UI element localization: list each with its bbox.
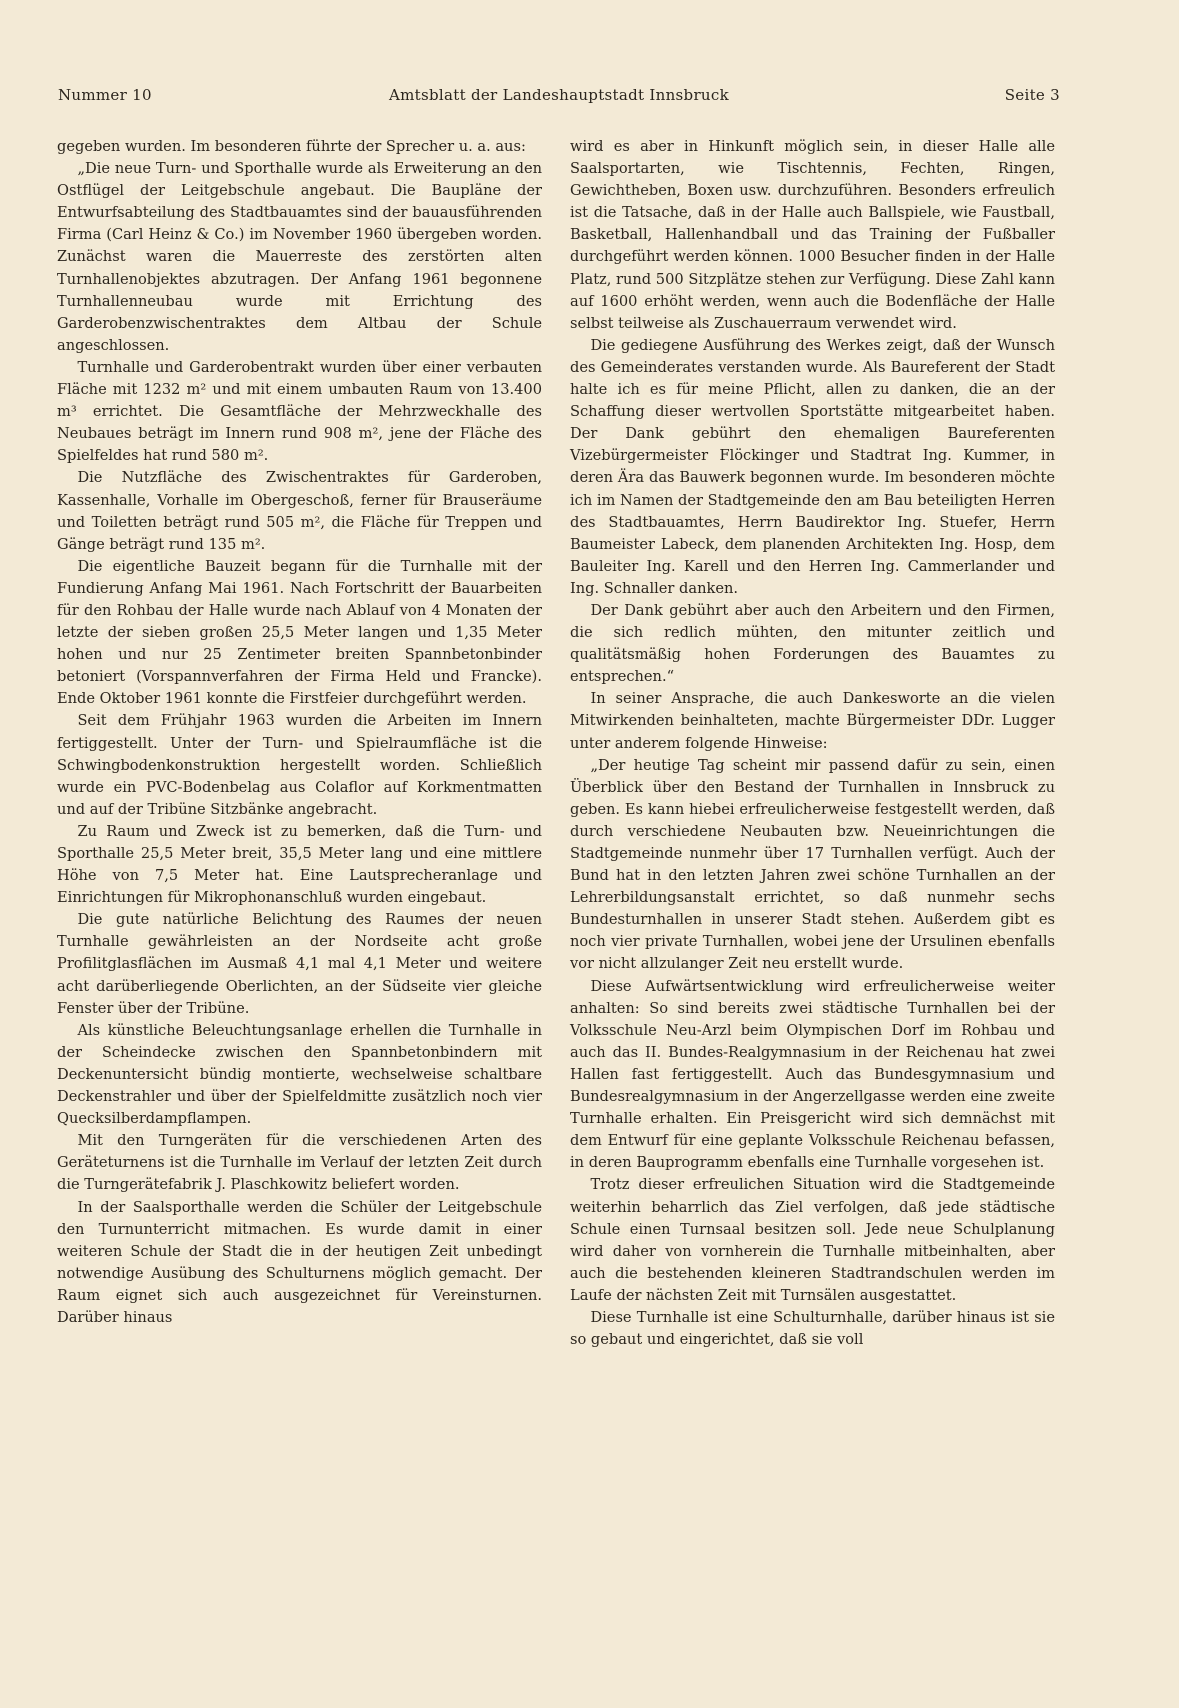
paragraph: Diese Turnhalle ist eine Schulturnhalle, darüber hinaus ist sie so gebaut und eingerichtet, daß sie voll — [570, 1308, 1055, 1349]
paragraph: Die gediegene Ausführung des Werkes zeigt, daß der Wunsch des Gemeinderates verstanden wurde. Als Baureferent der Stadt halte ich es für meine Pflicht, allen zu danken, die an der Schaffung dieser wertvollen Sportstätte mitgearbeitet haben. Der Dank gebührt den ehemaligen Baureferenten Vizebürgermeister Flöckinger und Stadtrat Ing. Kummer, in deren Ära das Bauwerk begonnen wurde. Im besonderen möchte ich im Namen der Stadtgemeinde den am Bau beteiligten Herren des Stadtbauamtes, Herrn Baudirektor Ing. Stuefer, Herrn Baumeister Labeck, dem planenden Architekten Ing. Hosp, dem Bauleiter Ing. Karell und den Herren Ing. Cammerlander und Ing. Schnaller danken. — [570, 336, 1055, 597]
paragraph: In seiner Ansprache, die auch Dankesworte an die vielen Mitwirkenden beinhalteten, machte Bürgermeister DDr. Lugger unter anderem folgende Hinweise: — [570, 690, 1055, 752]
publication-title: Amtsblatt der Landeshauptstadt Innsbruck — [389, 86, 729, 104]
paragraph: Zu Raum und Zweck ist zu bemerken, daß die Turn- und Sporthalle 25,5 Meter breit, 35,5 Meter lang und eine mittlere Höhe von 7,5 Meter hat. Eine Lautsprecheranlage und Einrichtungen für Mikrophonanschluß wurden eingebaut. — [57, 822, 542, 907]
paragraph: Die eigentliche Bauzeit begann für die Turnhalle mit der Fundierung Anfang Mai 1961. Nach Fortschritt der Bauarbeiten für den Rohbau der Halle wurde nach Ablauf von 4 Monaten der letzte der sieben großen 25,5 Meter langen und 1,35 Meter hohen und nur 25 Zentimeter breiten Spannbetonbinder betoniert (Vorspannverfahren der Firma Held und Francke). Ende Oktober 1961 konnte die Firstfeier durchgeführt werden. — [57, 557, 542, 708]
paragraph: gegeben wurden. Im besonderen führte der Sprecher u. a. aus: — [57, 138, 526, 155]
paragraph: Die Nutzfläche des Zwischentraktes für Garderoben, Kassenhalle, Vorhalle im Obergeschoß, ferner für Brauseräume und Toiletten beträgt rund 505 m², die Fläche für Treppen und Gänge beträgt rund 135 m². — [57, 469, 542, 553]
paragraph: wird es aber in Hinkunft möglich sein, in dieser Halle alle Saalsportarten, wie Tischtennis, Fechten, Ringen, Gewichtheben, Boxen usw. durchzuführen. Besonders erfreulich ist die Tatsache, daß in der Halle auch Ballspiele, wie Faustball, Basketball, Hallenhandball und das Training der Fußballer durchgeführt werden können. 1000 Besucher finden in der Halle Platz, rund 500 Sitzplätze stehen zur Verfügung. Diese Zahl kann auf 1600 erhöht werden, wenn auch die Bodenfläche der Halle selbst teilweise als Zuschauerraum verwendet wird. — [570, 138, 1055, 332]
page-number: Seite 3 — [1004, 86, 1060, 104]
paragraph: Die gute natürliche Belichtung des Raumes der neuen Turnhalle gewährleisten an der Nordseite acht große Profilitglasflächen im Ausmaß 4,1 mal 4,1 Meter und weitere acht darüberliegende Oberlichten, an der Südseite vier gleiche Fenster über der Tribüne. — [57, 911, 542, 1017]
running-header — [58, 86, 1060, 110]
issue-number: Nummer 10 — [58, 86, 152, 104]
paragraph: In der Saalsporthalle werden die Schüler der Leitgebschule den Turnunterricht mitmachen. Es wurde damit in einer weiteren Schule der Stadt die in der heutigen Zeit unbedingt notwendige Ausübung des Schulturnens möglich gemacht. Der Raum eignet sich auch ausgezeichnet für Vereinsturnen. Darüber hinaus — [57, 1198, 542, 1326]
paragraph: Der Dank gebührt aber auch den Arbeitern und den Firmen, die sich redlich mühten, den mitunter zeitlich und qualitätsmäßig hohen Forderungen des Bauamtes zu entsprechen.“ — [570, 601, 1055, 686]
left-column — [57, 136, 542, 1329]
paragraph: Turnhalle und Garderobentrakt wurden über einer verbauten Fläche mit 1232 m² und mit einem umbauten Raum von 13.400 m³ errichtet. Die Gesamtfläche der Mehrzweckhalle des Neubaues beträgt im Innern rund 908 m², jene der Fläche des Spielfeldes hat rund 580 m². — [57, 358, 542, 465]
paragraph: Als künstliche Beleuchtungsanlage erhellen die Turnhalle in der Scheindecke zwischen den Spannbetonbindern mit Deckenuntersicht bündig montierte, wechselweise schaltbare Deckenstrahler und über der Spielfeldmitte zusätzlich noch vier Quecksilberdampflampen. — [57, 1021, 542, 1128]
paragraph: Seit dem Frühjahr 1963 wurden die Arbeiten im Innern fertiggestellt. Unter der Turn- und Spielraumfläche ist die Schwingbodenkonstruktion hergestellt worden. Schließlich wurde ein PVC-Bodenbelag aus Colaflor auf Korkmentmatten und auf der Tribüne Sitzbänke angebracht. — [57, 712, 542, 818]
right-column — [570, 136, 1055, 1351]
paragraph: „Der heutige Tag scheint mir passend dafür zu sein, einen Überblick über den Bestand der Turnhallen in Innsbruck zu geben. Es kann hiebei erfreulicherweise festgestellt werden, daß durch verschiedene Neubauten bzw. Neueinrichtungen die Stadtgemeinde nunmehr über 17 Turnhallen verfügt. Auch der Bund hat in den letzten Jahren zwei schöne Turnhallen an der Lehrerbildungsanstalt errichtet, so daß nunmehr sechs Bundesturnhallen in unserer Stadt stehen. Außerdem gibt es noch vier private Turnhallen, wobei jene der Ursulinen ebenfalls vor nicht allzulanger Zeit neu erstellt wurde. — [570, 756, 1055, 973]
paragraph: Mit den Turngeräten für die verschiedenen Arten des Geräteturnens ist die Turnhalle im Verlauf der letzten Zeit durch die Turngerätefabrik J. Plaschkowitz beliefert worden. — [57, 1132, 542, 1194]
paragraph: Diese Aufwärtsentwicklung wird erfreulicherweise weiter anhalten: So sind bereits zwei städtische Turnhallen bei der Volksschule Neu-Arzl beim Olympischen Dorf im Rohbau und auch das II. Bundes-Realgymnasium in der Reichenau hat zwei Hallen fast fertiggestellt. Auch das Bundesgymnasium und Bundesrealgymnasium in der Angerzellgasse werden eine zweite Turnhalle erhalten. Ein Preisgericht wird sich demnächst mit dem Entwurf für eine geplante Volksschule Reichenau befassen, in deren Bauprogramm ebenfalls eine Turnhalle vorgesehen ist. — [570, 977, 1055, 1172]
paragraph: Trotz dieser erfreulichen Situation wird die Stadtgemeinde weiterhin beharrlich das Ziel verfolgen, daß jede städtische Schule einen Turnsaal besitzen soll. Jede neue Schulplanung wird daher von vornherein die Turnhalle mitbeinhalten, aber auch die bestehenden kleineren Stadtrandschulen werden im Laufe der nächsten Zeit mit Turnsälen ausgestattet. — [570, 1176, 1055, 1304]
paragraph: „Die neue Turn- und Sporthalle wurde als Erweiterung an den Ostflügel der Leitgebschule angebaut. Die Baupläne der Entwurfsabteilung des Stadtbauamtes sind der bauausführenden Firma (Carl Heinz & Co.) im November 1960 übergeben worden. Zunächst waren die Mauerreste des zerstörten alten Turnhallenobjektes abzutragen. Der Anfang 1961 begonnene Turnhallenneubau wurde mit Errichtung des Garderobenzwischentraktes dem Altbau der Schule angeschlossen. — [57, 160, 542, 354]
